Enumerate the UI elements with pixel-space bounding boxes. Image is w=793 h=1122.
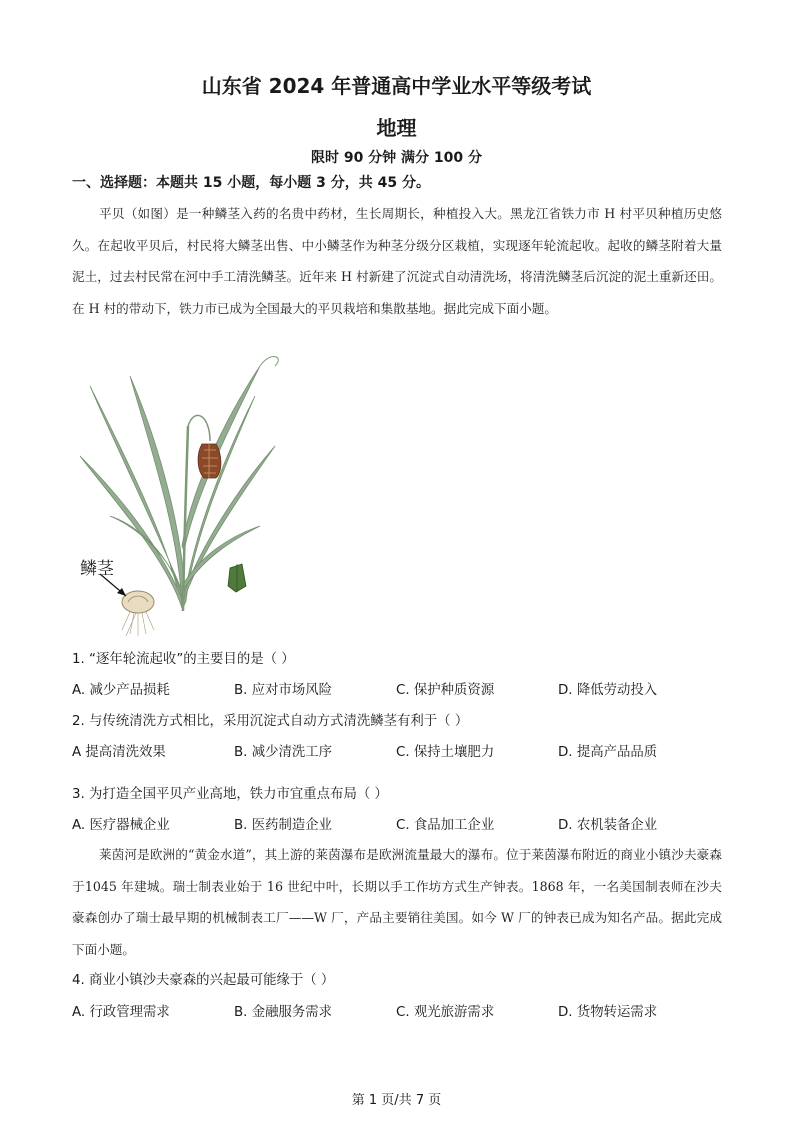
question-2-option-c: C. 保持土壤肥力 (396, 745, 495, 760)
figure-label: 鳞茎 (80, 559, 114, 579)
passage-2: 莱茵河是欧洲的“黄金水道”，其上游的莱茵瀑布是欧洲流量最大的瀑布。位于莱茵瀑布附近的商业小镇沙夫豪森于1045 年建城。瑞士制表业始于 16 世纪中叶，长期以手工作坊方式生产钟表。1868 年，一名美国制表师在沙夫豪森创办了瑞士最早期的机械制表工厂——W 厂，产品主要销往美国。如今 W 厂的钟表已成为知名产品。据此完成下面小题。 (72, 847, 722, 957)
question-3-option-b: B. 医药制造企业 (234, 818, 333, 833)
question-4-stem: 4. 商业小镇沙夫豪森的兴起最可能缘于（ ） (72, 973, 335, 988)
passage-1: 平贝（如图）是一种鳞茎入药的名贵中药材，生长周期长，种植投入大。黑龙江省铁力市 H 村平贝种植历史悠久。在起收平贝后，村民将大鳞茎出售、中小鳞茎作为种茎分级分区栽植，实现逐年轮流起收。起收的鳞茎附着大量泥土，过去村民常在河中手工清洗鳞茎。近年来 H 村新建了沉淀式自动清洗场，将清洗鳞茎后沉淀的泥土重新还田。在 H 村的带动下，铁力市已成为全国最大的平贝栽培和集散基地。据此完成下面小题。 (72, 206, 722, 316)
question-1-stem: 1. “逐年轮流起收”的主要目的是（ ） (72, 652, 295, 667)
question-1-option-c: C. 保护种质资源 (396, 683, 495, 698)
question-4-option-d: D. 货物转运需求 (558, 1005, 658, 1020)
question-3-option-c: C. 食品加工企业 (396, 818, 495, 833)
question-2-option-d: D. 提高产品品质 (558, 745, 658, 760)
question-4-option-a: A. 行政管理需求 (72, 1005, 170, 1020)
question-4-option-c: C. 观光旅游需求 (396, 1005, 495, 1020)
question-1-option-d: D. 降低劳动投入 (558, 683, 658, 698)
time-info: 限时 90 分钟 满分 100 分 (310, 150, 483, 166)
question-1-option-a: A. 减少产品损耗 (72, 683, 170, 698)
question-2-stem: 2. 与传统清洗方式相比，采用沉淀式自动方式清洗鳞茎有利于（ ） (72, 714, 469, 729)
question-2-option-b: B. 减少清洗工序 (234, 745, 333, 760)
question-4-option-b: B. 金融服务需求 (234, 1005, 333, 1020)
question-3-option-a: A. 医疗器械企业 (72, 818, 170, 833)
page-footer: 第 1 页/共 7 页 (351, 1093, 442, 1108)
plant-illustration (70, 346, 290, 638)
question-3-stem: 3. 为打造全国平贝产业高地，铁力市宜重点布局（ ） (72, 787, 388, 802)
question-1-option-b: B. 应对市场风险 (234, 683, 333, 698)
question-2-option-a: A 提高清洗效果 (72, 745, 166, 760)
subject-title: 地理 (376, 116, 417, 140)
section-heading: 一、选择题：本题共 15 小题，每小题 3 分，共 45 分。 (72, 175, 430, 191)
question-3-option-d: D. 农机装备企业 (558, 818, 658, 833)
exam-title: 山东省 2024 年普通高中学业水平等级考试 (201, 74, 592, 98)
